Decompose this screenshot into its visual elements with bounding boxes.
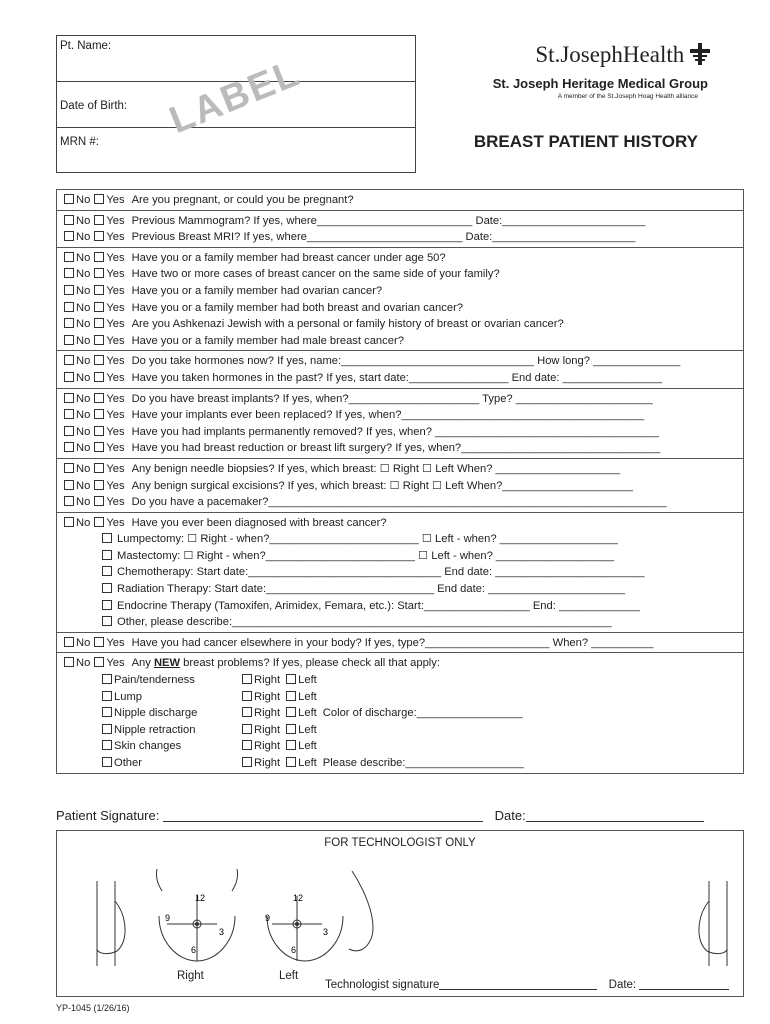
right-checkbox[interactable] (242, 724, 252, 734)
checkbox-label: Yes (106, 462, 125, 475)
profile-far-right-icon (677, 861, 737, 971)
checkbox[interactable] (94, 252, 104, 262)
left-label: Left (298, 740, 317, 753)
question-group (57, 248, 743, 352)
question-line (57, 440, 743, 457)
checkbox-label: No (76, 318, 91, 331)
checkbox[interactable] (64, 393, 74, 403)
checkbox-label: Yes (106, 231, 125, 244)
question-line (57, 192, 743, 209)
right-label: Right (254, 757, 281, 769)
checkbox-label: Yes (106, 301, 125, 314)
checkbox[interactable] (102, 674, 112, 684)
question-line (57, 300, 743, 317)
left-clock-6: 6 (291, 945, 297, 955)
problem-label: Nipple discharge (114, 707, 198, 720)
checkbox-label: No (76, 334, 91, 347)
right-clock-6: 6 (191, 945, 197, 955)
question-text: Have you or a family member had both breast and ovarian cancer? (131, 301, 464, 314)
problem-label: Nipple retraction (114, 723, 196, 736)
technologist-box (56, 830, 744, 997)
sub-question-line (57, 614, 743, 631)
technologist-title: FOR TECHNOLOGIST ONLY (324, 837, 476, 849)
patient-signature-label: Patient Signature: (56, 808, 160, 823)
question-text: Have you or a family member had male breast cancer? (131, 334, 404, 347)
question-text: Have you or a family member had breast cancer under age 50? (131, 251, 446, 264)
checkbox[interactable] (94, 463, 104, 473)
question-text: Any benign surgical excisions? If yes, which breast: ☐ Right ☐ Left When?_____________________ (131, 479, 634, 492)
technologist-date-field[interactable] (639, 979, 729, 990)
question-text: breast problems? If yes, please check all that apply: (180, 657, 440, 670)
question-group (57, 351, 743, 388)
sub-question-line (57, 598, 743, 615)
checkbox[interactable] (64, 335, 74, 345)
questionnaire (56, 189, 744, 774)
checkbox-label: Yes (106, 657, 125, 670)
checkbox[interactable] (102, 550, 112, 560)
checkbox-label: Yes (106, 409, 125, 422)
left-label: Left (298, 674, 317, 687)
checkbox[interactable] (94, 480, 104, 490)
checkbox[interactable] (64, 194, 74, 204)
right-checkbox[interactable] (242, 757, 252, 767)
technologist-signature-field[interactable] (439, 979, 597, 990)
checkbox-label: No (76, 409, 91, 422)
question-line (57, 635, 743, 652)
technologist-signature-row (325, 979, 729, 991)
left-checkbox[interactable] (286, 707, 296, 717)
checkbox[interactable] (94, 335, 104, 345)
mrn-label: MRN #: (60, 136, 99, 148)
profile-right-icon (349, 871, 373, 951)
technologist-signature-label: Technologist signature (325, 979, 440, 991)
date-of-birth-label: Date of Birth: (60, 100, 128, 112)
checkbox[interactable] (94, 194, 104, 204)
sub-question-line (57, 738, 743, 755)
checkbox[interactable] (64, 480, 74, 490)
checkbox-label: No (76, 425, 91, 438)
checkbox-label: No (76, 251, 91, 264)
question-text: Endocrine Therapy (Tamoxifen, Arimidex, Femara, etc.): Start:_________________ End: _____________ (117, 599, 640, 612)
question-text: Have you ever been diagnosed with breast cancer? (131, 516, 387, 529)
checkbox[interactable] (102, 583, 112, 593)
question-text: Have your implants ever been replaced? If yes, when?_______________________________________ (131, 409, 645, 422)
checkbox[interactable] (102, 691, 112, 701)
question-text: Have you or a family member had ovarian cancer? (131, 284, 383, 297)
sub-question-line (57, 548, 743, 565)
checkbox-label: Yes (106, 214, 125, 227)
problem-label: Pain/tenderness (114, 674, 195, 687)
sub-question-line (57, 581, 743, 598)
checkbox-label: Yes (106, 355, 125, 368)
left-clock-12: 12 (293, 893, 304, 903)
detail-field[interactable]: Please describe:___________________ (322, 757, 524, 769)
checkbox-label: No (76, 284, 91, 297)
signature-date-label: Date: (494, 808, 526, 823)
left-label: Left (298, 690, 317, 703)
patient-signature-field[interactable] (163, 811, 483, 822)
question-text: Have you had cancer elsewhere in your body? If yes, type?____________________ When? __________ (131, 636, 654, 649)
right-checkbox[interactable] (242, 691, 252, 701)
question-line (57, 655, 743, 672)
sub-question-line (57, 672, 743, 689)
checkbox[interactable] (102, 616, 112, 626)
question-text: Any benign needle biopsies? If yes, which breast: ☐ Right ☐ Left When? ____________________ (131, 462, 620, 475)
patient-label-box (56, 35, 416, 173)
question-text: Other, please describe:_____________________________________________________________ (117, 616, 612, 629)
checkbox-label: Yes (106, 371, 125, 384)
checkbox[interactable] (64, 231, 74, 241)
checkbox[interactable] (64, 442, 74, 452)
right-checkbox[interactable] (242, 740, 252, 750)
checkbox[interactable] (64, 252, 74, 262)
question-line (57, 283, 743, 300)
right-label: Right (254, 674, 281, 687)
right-clock-3: 3 (219, 927, 225, 937)
signature-date-field[interactable] (526, 811, 704, 822)
right-checkbox[interactable] (242, 674, 252, 684)
sub-question-line (57, 689, 743, 706)
problem-label: Other (114, 757, 142, 769)
question-group (57, 389, 743, 459)
checkbox-label: Yes (106, 334, 125, 347)
question-text: Have two or more cases of breast cancer on the same side of your family? (131, 268, 500, 281)
checkbox-label: No (76, 301, 91, 314)
checkbox[interactable] (64, 657, 74, 667)
detail-field[interactable]: Color of discharge:_________________ (322, 707, 523, 720)
checkbox-label: Yes (106, 284, 125, 297)
question-text: Any (131, 657, 154, 670)
checkbox-label: No (76, 214, 91, 227)
breast-diagram (87, 861, 377, 971)
right-label: Right (254, 723, 281, 736)
question-line (57, 391, 743, 408)
checkbox-label: No (76, 371, 91, 384)
checkbox-label: Yes (106, 442, 125, 455)
question-text: Mastectomy: ☐ Right - when?________________________ ☐ Left - when? ___________________ (117, 549, 615, 562)
question-group (57, 459, 743, 513)
checkbox-label: No (76, 194, 91, 206)
checkbox[interactable] (102, 600, 112, 610)
checkbox-label: Yes (106, 194, 125, 206)
checkbox-label: No (76, 355, 91, 368)
checkbox[interactable] (102, 757, 112, 767)
left-breast-icon (267, 896, 343, 961)
sub-question-line (57, 705, 743, 722)
checkbox[interactable] (64, 318, 74, 328)
checkbox[interactable] (94, 302, 104, 312)
logo-name (535, 42, 710, 68)
checkbox[interactable] (94, 355, 104, 365)
left-clock-3: 3 (323, 927, 329, 937)
checkbox[interactable] (94, 409, 104, 419)
right-clock-12: 12 (195, 893, 206, 903)
question-group (57, 653, 743, 772)
question-line (57, 370, 743, 387)
question-emphasis: NEW (153, 657, 181, 670)
checkbox-label: Yes (106, 251, 125, 264)
checkbox-label: Yes (106, 425, 125, 438)
checkbox[interactable] (64, 517, 74, 527)
sub-question-line (57, 531, 743, 548)
question-group (57, 513, 743, 633)
question-text: Are you Ashkenazi Jewish with a personal or family history of breast or ovarian cancer? (131, 318, 564, 331)
question-text: Do you have a pacemaker?________________________________________________________________ (131, 496, 667, 509)
question-text: Previous Breast MRI? If yes, where_________________________ Date:_______________________ (131, 231, 636, 244)
left-label: Left (298, 707, 317, 720)
question-line (57, 353, 743, 370)
checkbox-label: No (76, 496, 91, 509)
problem-label: Skin changes (114, 740, 182, 753)
left-checkbox[interactable] (286, 757, 296, 767)
profile-left-icon (97, 881, 125, 966)
technologist-date-label: Date: (608, 979, 637, 991)
checkbox[interactable] (94, 393, 104, 403)
checkbox-label: No (76, 231, 91, 244)
checkbox-label: Yes (106, 479, 125, 492)
checkbox[interactable] (102, 724, 112, 734)
question-text: Have you taken hormones in the past? If yes, start date:________________ End date: ________________ (131, 371, 663, 384)
question-line (57, 478, 743, 495)
question-line (57, 333, 743, 350)
question-line (57, 461, 743, 478)
sub-question-line (57, 564, 743, 581)
question-text: Previous Mammogram? If yes, where_________________________ Date:_______________________ (131, 214, 646, 227)
checkbox[interactable] (94, 372, 104, 382)
problem-label: Lump (114, 690, 142, 703)
checkbox[interactable] (94, 637, 104, 647)
checkbox[interactable] (64, 496, 74, 506)
question-text: Have you had implants permanently removed? If yes, when? ____________________________________ (131, 425, 660, 438)
checkbox[interactable] (64, 355, 74, 365)
checkbox[interactable] (64, 285, 74, 295)
question-group (57, 211, 743, 248)
group-name: St. Joseph Heritage Medical Group (492, 76, 708, 91)
question-text: Are you pregnant, or could you be pregnant? (131, 194, 354, 206)
checkbox[interactable] (64, 372, 74, 382)
right-label: Right (254, 740, 281, 753)
left-checkbox[interactable] (286, 740, 296, 750)
checkbox-label: No (76, 462, 91, 475)
checkbox-label: No (76, 516, 91, 529)
checkbox-label: No (76, 636, 91, 649)
checkbox[interactable] (94, 517, 104, 527)
sub-question-line (57, 722, 743, 739)
question-text: Do you have breast implants? If yes, when?_____________________ Type? ______________________ (131, 392, 653, 405)
left-label: Left (298, 757, 317, 769)
checkbox[interactable] (94, 231, 104, 241)
right-checkbox[interactable] (242, 707, 252, 717)
mrn-field[interactable] (57, 128, 415, 174)
checkbox[interactable] (94, 442, 104, 452)
checkbox[interactable] (94, 657, 104, 667)
left-label: Left (279, 970, 299, 982)
checkbox[interactable] (102, 740, 112, 750)
question-line (57, 316, 743, 333)
label-watermark: LABEL (163, 51, 307, 143)
question-line (57, 250, 743, 267)
checkbox-label: Yes (106, 636, 125, 649)
checkbox[interactable] (94, 285, 104, 295)
checkbox[interactable] (94, 318, 104, 328)
patient-name-label: Pt. Name: (60, 40, 112, 52)
right-label: Right (254, 690, 281, 703)
form-title: BREAST PATIENT HISTORY (473, 132, 698, 151)
checkbox[interactable] (94, 268, 104, 278)
question-line (57, 407, 743, 424)
question-text: Chemotherapy: Start date:_______________________________ End date: ________________________ (117, 566, 645, 579)
right-clock-9: 9 (165, 913, 171, 923)
checkbox[interactable] (64, 215, 74, 225)
checkbox[interactable] (102, 707, 112, 717)
question-text: Do you take hormones now? If yes, name:_______________________________ How long? ______________ (131, 355, 681, 368)
patient-signature-row (56, 808, 744, 823)
left-clock-9: 9 (265, 913, 271, 923)
checkbox-label: No (76, 479, 91, 492)
question-line (57, 494, 743, 511)
question-line (57, 229, 743, 246)
question-group (57, 633, 743, 654)
checkbox[interactable] (64, 637, 74, 647)
checkbox[interactable] (94, 426, 104, 436)
checkbox-label: No (76, 657, 91, 670)
left-checkbox[interactable] (286, 724, 296, 734)
checkbox[interactable] (64, 426, 74, 436)
checkbox[interactable] (94, 215, 104, 225)
right-label: Right (254, 707, 281, 720)
checkbox-label: No (76, 442, 91, 455)
checkbox-label: Yes (106, 392, 125, 405)
left-checkbox[interactable] (286, 674, 296, 684)
question-line (57, 515, 743, 532)
left-label: Left (298, 723, 317, 736)
question-text: Have you had breast reduction or breast lift surgery? If yes, when?________________________________ (131, 442, 661, 455)
right-label: Right (177, 970, 204, 982)
question-text: Lumpectomy: ☐ Right - when?________________________ ☐ Left - when? ___________________ (117, 533, 618, 546)
checkbox-label: Yes (106, 516, 125, 529)
checkbox-label: Yes (106, 268, 125, 281)
logo-text: St.JosephHealth (535, 42, 685, 67)
checkbox[interactable] (102, 566, 112, 576)
checkbox[interactable] (94, 496, 104, 506)
checkbox[interactable] (64, 302, 74, 312)
checkbox[interactable] (102, 533, 112, 543)
question-line (57, 266, 743, 283)
question-line (57, 213, 743, 230)
checkbox-label: Yes (106, 318, 125, 331)
checkbox[interactable] (64, 409, 74, 419)
left-checkbox[interactable] (286, 691, 296, 701)
question-text: Radiation Therapy: Start date:___________________________ End date: ______________________ (117, 583, 626, 596)
question-line (57, 424, 743, 441)
logo-tagline: A member of the St.Joseph Hoag Health alliance (557, 93, 698, 100)
sub-question-line (57, 755, 743, 772)
checkbox[interactable] (64, 268, 74, 278)
question-group (57, 190, 743, 211)
cross-logo-icon (690, 43, 710, 65)
checkbox[interactable] (64, 463, 74, 473)
checkbox-label: Yes (106, 496, 125, 509)
checkbox-label: No (76, 268, 91, 281)
checkbox-label: No (76, 392, 91, 405)
form-code: YP-1045 (1/26/16) (56, 1003, 130, 1013)
